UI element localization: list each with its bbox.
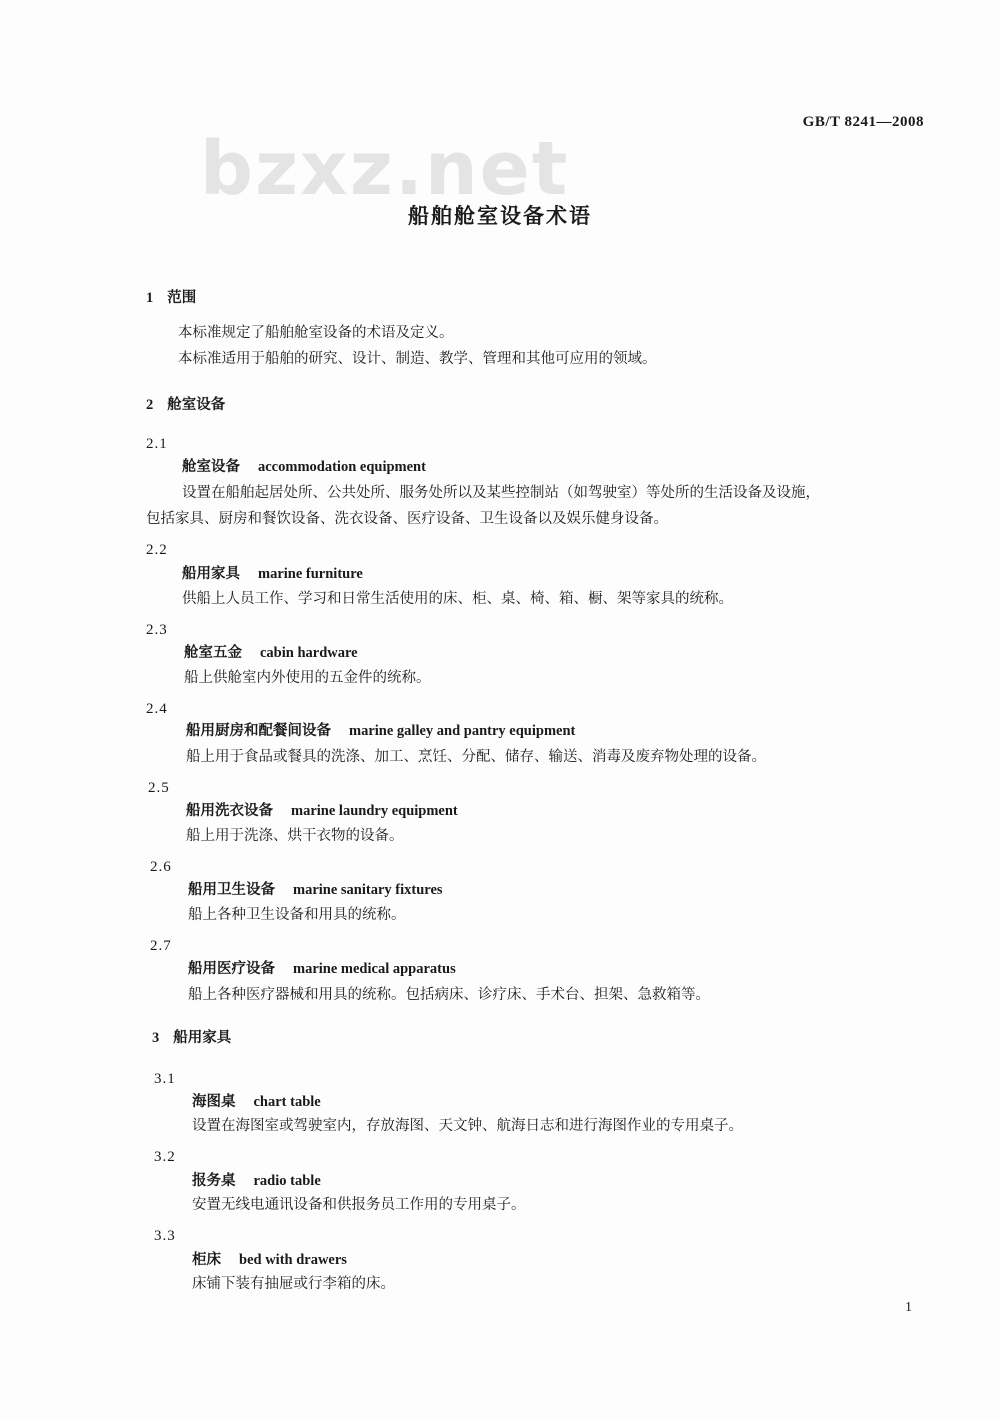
term-chinese: 柜床 (192, 1252, 221, 1268)
section-number: 3 (152, 1030, 160, 1046)
definition: 船上各种卫生设备和用具的统称。 (188, 907, 406, 923)
definition: 设置在海图室或驾驶室内，存放海图、天文钟、航海日志和进行海图作业的专用桌子。 (192, 1118, 743, 1134)
page-number: 1 (905, 1300, 912, 1315)
clause-number: 3.3 (154, 1228, 176, 1244)
watermark: bzxz.net (200, 126, 570, 212)
clause-number: 2.1 (146, 436, 168, 452)
term-line (184, 645, 358, 662)
section-heading-3 (152, 1030, 231, 1047)
term-line (192, 1173, 321, 1190)
definition: 船上用于洗涤、烘干衣物的设备。 (186, 828, 404, 844)
section-heading-1 (146, 290, 196, 307)
clause-number: 2.5 (148, 780, 170, 796)
term-chinese: 舱室五金 (184, 645, 242, 661)
term-english: marine medical apparatus (293, 961, 456, 977)
term-english: marine galley and pantry equipment (349, 723, 576, 739)
definition: 床铺下装有抽屉或行李箱的床。 (192, 1276, 395, 1292)
clause-number: 3.2 (154, 1149, 176, 1165)
clause-number: 2.4 (146, 701, 168, 717)
term-english: marine sanitary fixtures (293, 882, 443, 898)
definition: 船上供舱室内外使用的五金件的统称。 (184, 670, 431, 686)
clause-number: 2.7 (150, 938, 172, 954)
definition: 供船上人员工作、学习和日常生活使用的床、柜、桌、椅、箱、橱、架等家具的统称。 (182, 591, 733, 607)
term-chinese: 船用家具 (182, 566, 240, 582)
definition: 包括家具、厨房和餐饮设备、洗衣设备、医疗设备、卫生设备以及娱乐健身设备。 (146, 511, 668, 527)
term-line (186, 723, 575, 740)
document-title: 船舶舱室设备术语 (408, 204, 592, 228)
section-number: 2 (146, 397, 154, 413)
term-chinese: 船用洗衣设备 (186, 803, 273, 819)
definition: 安置无线电通讯设备和供报务员工作用的专用桌子。 (192, 1197, 526, 1213)
term-line (192, 1252, 347, 1269)
term-line (188, 961, 456, 978)
standard-number: GB/T 8241—2008 (802, 114, 924, 130)
clause-number: 3.1 (154, 1071, 176, 1087)
term-chinese: 报务桌 (192, 1173, 236, 1189)
term-english: cabin hardware (260, 645, 358, 661)
section-title: 船用家具 (173, 1030, 232, 1046)
paragraph: 本标准适用于船舶的研究、设计、制造、教学、管理和其他可应用的领域。 (178, 351, 657, 367)
term-line (186, 803, 458, 820)
definition: 船上各种医疗器械和用具的统称。包括病床、诊疗床、手术台、担架、急救箱等。 (188, 987, 710, 1003)
term-line (192, 1094, 321, 1111)
section-title: 舱室设备 (167, 397, 226, 413)
definition: 船上用于食品或餐具的洗涤、加工、烹饪、分配、储存、输送、消毒及废弃物处理的设备。 (186, 749, 766, 765)
section-heading-2 (146, 397, 225, 414)
term-english: radio table (253, 1173, 321, 1189)
term-english: bed with drawers (239, 1252, 347, 1268)
term-english: marine laundry equipment (291, 803, 458, 819)
clause-number: 2.6 (150, 859, 172, 875)
term-chinese: 海图桌 (192, 1094, 236, 1110)
term-english: chart table (253, 1094, 321, 1110)
term-line (188, 882, 443, 899)
clause-number: 2.2 (146, 542, 168, 558)
section-number: 1 (146, 290, 154, 306)
term-chinese: 船用厨房和配餐间设备 (186, 723, 331, 739)
paragraph: 本标准规定了船舶舱室设备的术语及定义。 (178, 325, 454, 341)
term-english: accommodation equipment (258, 459, 426, 475)
definition: 设置在船舶起居处所、公共处所、服务处所以及某些控制站（如驾驶室）等处所的生活设备及设施， (182, 485, 820, 501)
term-line (182, 566, 363, 583)
term-line (182, 459, 426, 476)
clause-number: 2.3 (146, 622, 168, 638)
term-chinese: 舱室设备 (182, 459, 240, 475)
section-title: 范围 (167, 290, 197, 306)
term-chinese: 船用医疗设备 (188, 961, 275, 977)
term-chinese: 船用卫生设备 (188, 882, 275, 898)
term-english: marine furniture (258, 566, 363, 582)
